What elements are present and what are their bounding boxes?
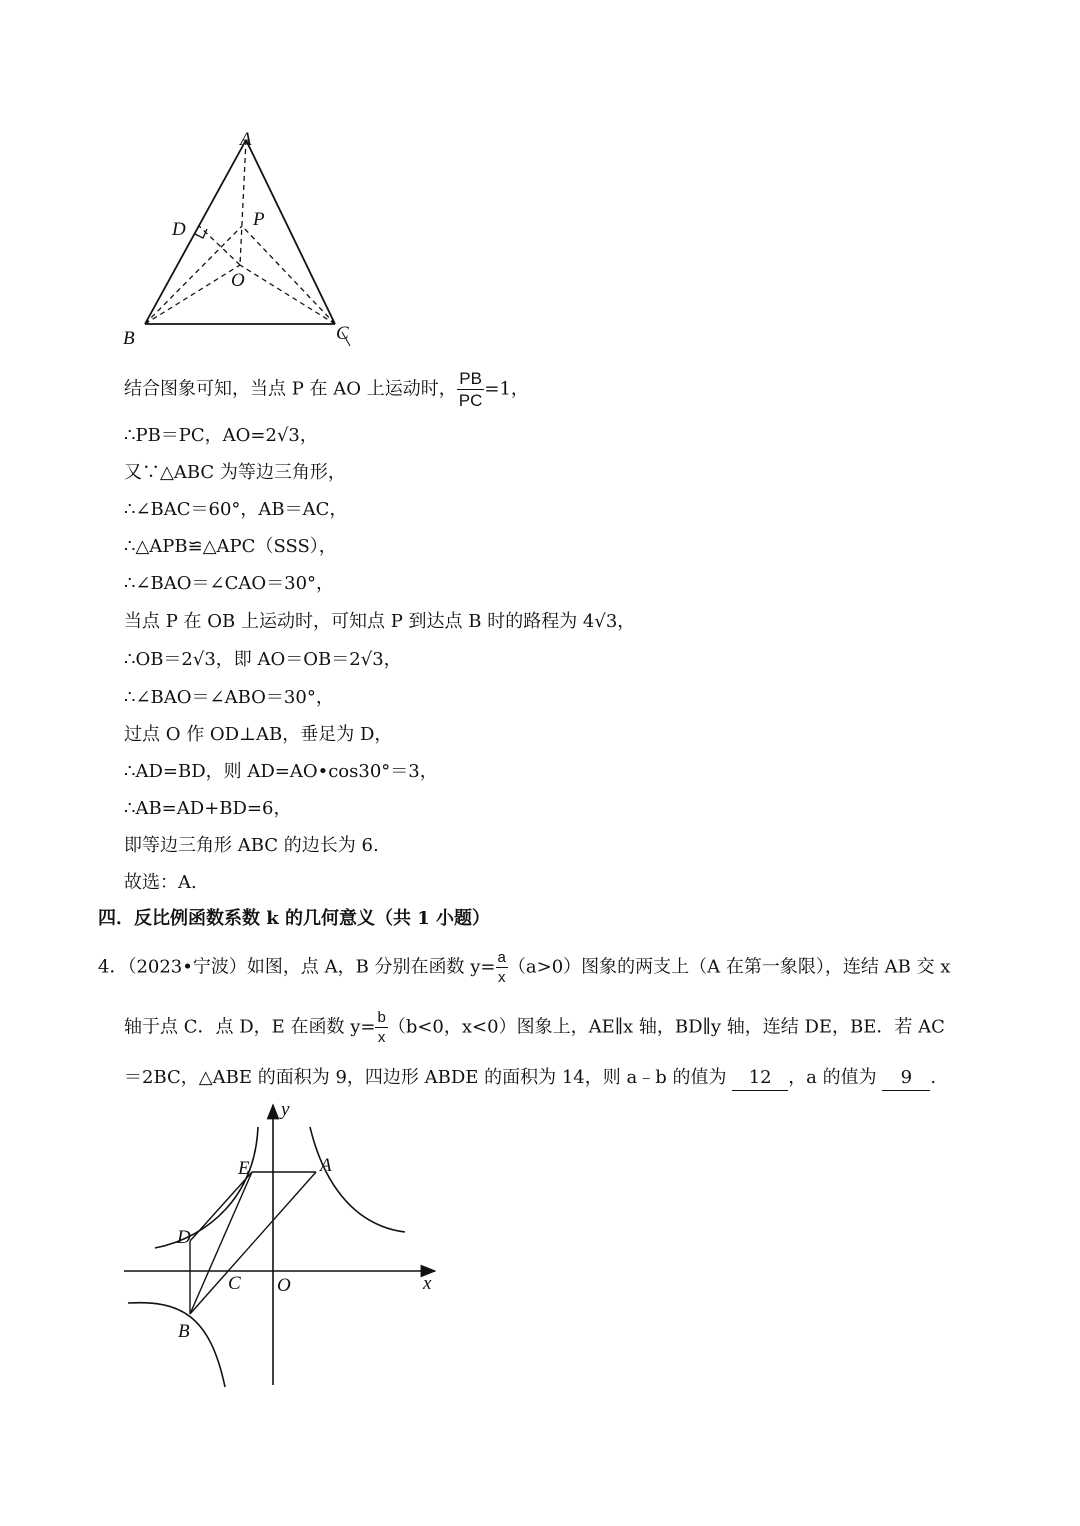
- question-line-2: [124, 1010, 945, 1045]
- q2-suffix: （b<0，x<0）图象上，AE∥x 轴，BD∥y 轴，连结 DE，BE．若 AC: [387, 1016, 945, 1038]
- label-A: A: [320, 1155, 332, 1176]
- label-D: D: [177, 1227, 191, 1248]
- solution-line-1: [124, 370, 529, 409]
- label-A: A: [240, 129, 252, 150]
- dash-bp: [145, 226, 242, 324]
- dash-bo: [145, 265, 240, 324]
- function-graph-figure: [110, 1095, 450, 1390]
- dash-ao: [240, 140, 246, 265]
- segment-be: [190, 1172, 252, 1314]
- solution-line-10: 过点 O 作 OD⊥AB，垂足为 D，: [124, 724, 393, 745]
- triangle-figure: [110, 118, 370, 353]
- triangle-diagram: [110, 118, 370, 353]
- frac-b-denominator: x: [377, 1029, 386, 1046]
- solution-line-14: 故选：A.: [124, 872, 197, 893]
- side-ac: [246, 140, 335, 324]
- fraction-a-x: [496, 950, 508, 985]
- label-B: B: [178, 1321, 190, 1342]
- side-ab: [145, 140, 246, 324]
- q3-end: .: [930, 1067, 937, 1088]
- solution-line-4: ∴∠BAC＝60°，AB＝AC，: [124, 499, 348, 520]
- frac-denominator: PC: [458, 391, 483, 410]
- q2-prefix: 轴于点 C．点 D，E 在函数 y=: [124, 1016, 376, 1038]
- question-line-1: [98, 950, 950, 985]
- curve-a-first-quadrant: [310, 1127, 405, 1232]
- q1-prefix: 4．（2023•宁波）如图，点 A，B 分别在函数 y=: [98, 956, 496, 978]
- fraction-b-x: [375, 1010, 387, 1045]
- segment-de: [190, 1172, 252, 1241]
- label-B: B: [123, 328, 135, 349]
- label-O: O: [231, 270, 245, 291]
- line1-after: =1，: [484, 378, 529, 400]
- fraction-pb-pc: [457, 370, 485, 409]
- label-y: y: [281, 1099, 290, 1120]
- frac-b-numerator: b: [377, 1009, 386, 1026]
- answer-blank-1: 12: [732, 1066, 788, 1091]
- solution-line-6: ∴∠BAO＝∠CAO＝30°，: [124, 573, 335, 594]
- frac-a-denominator: x: [497, 969, 506, 986]
- solution-line-3: 又∵△ABC 为等边三角形，: [124, 462, 346, 483]
- solution-line-8: ∴OB＝2√3，即 AO＝OB＝2√3，: [124, 649, 402, 670]
- line1-before: 结合图象可知，当点 P 在 AO 上运动时，: [124, 378, 457, 400]
- question-line-3: [124, 1066, 936, 1091]
- solution-line-7: 当点 P 在 OB 上运动时，可知点 P 到达点 B 时的路程为 4√3，: [124, 611, 636, 632]
- label-O: O: [277, 1275, 291, 1296]
- q3-mid: ，a 的值为: [788, 1067, 877, 1088]
- label-D: D: [172, 219, 186, 240]
- label-C: C: [336, 323, 349, 344]
- solution-line-12: ∴AB=AD+BD=6，: [124, 798, 292, 819]
- label-x: x: [423, 1273, 432, 1294]
- answer-blank-2: 9: [882, 1066, 930, 1091]
- label-P: P: [253, 209, 265, 230]
- section-heading: 四．反比例函数系数 k 的几何意义（共 1 小题）: [98, 908, 491, 929]
- curve-a-third-quadrant: [128, 1303, 225, 1387]
- q1-suffix: （a>0）图象的两支上（A 在第一象限），连结 AB 交 x: [507, 956, 951, 978]
- function-graph: [110, 1095, 450, 1390]
- frac-numerator: PB: [457, 370, 485, 390]
- solution-line-11: ∴AD=BD，则 AD=AO•cos30°＝3，: [124, 761, 438, 782]
- solution-line-9: ∴∠BAO＝∠ABO＝30°，: [124, 687, 334, 708]
- curve-b-second-quadrant: [155, 1127, 258, 1248]
- solution-line-13: 即等边三角形 ABC 的边长为 6.: [124, 835, 379, 856]
- solution-line-2: ∴PB＝PC，AO=2√3，: [124, 425, 318, 446]
- q3-prefix: ＝2BC，△ABE 的面积为 9，四边形 ABDE 的面积为 14，则 a﹣b 的值为: [124, 1067, 727, 1088]
- label-C: C: [228, 1273, 241, 1294]
- frac-a-numerator: a: [497, 949, 506, 966]
- segment-ab: [190, 1172, 316, 1314]
- label-E: E: [238, 1158, 250, 1179]
- solution-line-5: ∴△APB≌△APC（SSS），: [124, 536, 337, 557]
